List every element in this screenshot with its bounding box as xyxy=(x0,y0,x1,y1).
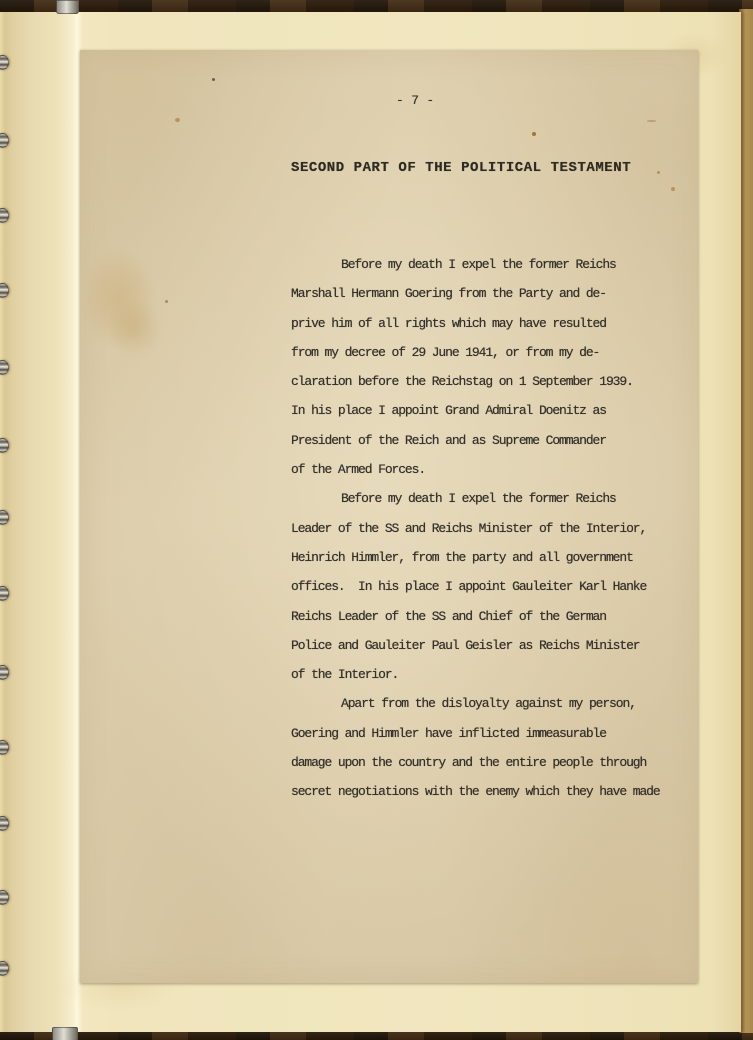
paper-speck xyxy=(647,120,656,122)
binding-clip-bottom xyxy=(52,1027,78,1040)
paper-speck xyxy=(657,171,660,174)
paper-speck xyxy=(175,118,180,122)
page-number: - 7 - xyxy=(396,93,435,108)
water-stain xyxy=(82,250,156,346)
typed-line: Marshall Hermann Goering from the Party and de- xyxy=(291,286,606,302)
paper-speck xyxy=(165,300,168,303)
typed-line: from my decree of 29 June 1941, or from my de- xyxy=(291,344,600,360)
typed-line: Goering and Himmler have inflicted immeasurable xyxy=(291,725,606,741)
typed-line: Heinrich Himmler, from the party and all government xyxy=(291,549,633,565)
typed-line: of the Armed Forces. xyxy=(291,462,426,478)
paper-speck xyxy=(532,132,536,136)
typed-line: secret negotiations with the enemy which they have made xyxy=(291,784,660,800)
paper-speck xyxy=(212,78,215,81)
document-title: SECOND PART OF THE POLITICAL TESTAMENT xyxy=(291,160,632,176)
album-cover-right-edge xyxy=(739,9,753,1033)
typed-line: President of the Reich and as Supreme Commander xyxy=(291,432,606,448)
typed-line: Before my death I expel the former Reichs xyxy=(341,257,616,272)
typed-line: damage upon the country and the entire people through xyxy=(291,755,647,771)
document-page xyxy=(80,50,698,983)
typed-line: Police and Gauleiter Paul Geisler as Reichs Minister xyxy=(291,637,640,653)
typed-text-block xyxy=(291,250,671,807)
typed-line: In his place I appoint Grand Admiral Doenitz as xyxy=(291,403,606,419)
typed-line: Reichs Leader of the SS and Chief of the German xyxy=(291,608,606,624)
paper-speck xyxy=(671,187,675,191)
typed-line: claration before the Reichstag on 1 September 1939. xyxy=(291,374,633,390)
typed-line: of the Interior. xyxy=(291,667,399,683)
binding-clip-top xyxy=(56,0,79,14)
water-stain xyxy=(108,300,162,358)
typed-line: Before my death I expel the former Reichs xyxy=(341,491,616,507)
typed-line: prive him of all rights which may have resulted xyxy=(291,315,606,331)
typed-line: Apart from the disloyalty against my person, xyxy=(341,696,636,712)
typed-line: offices. In his place I appoint Gauleiter Karl Hanke xyxy=(291,579,647,595)
typed-line: Leader of the SS and Reichs Minister of the Interior, xyxy=(291,520,647,536)
book-cover-bottom-edge xyxy=(0,1031,753,1040)
